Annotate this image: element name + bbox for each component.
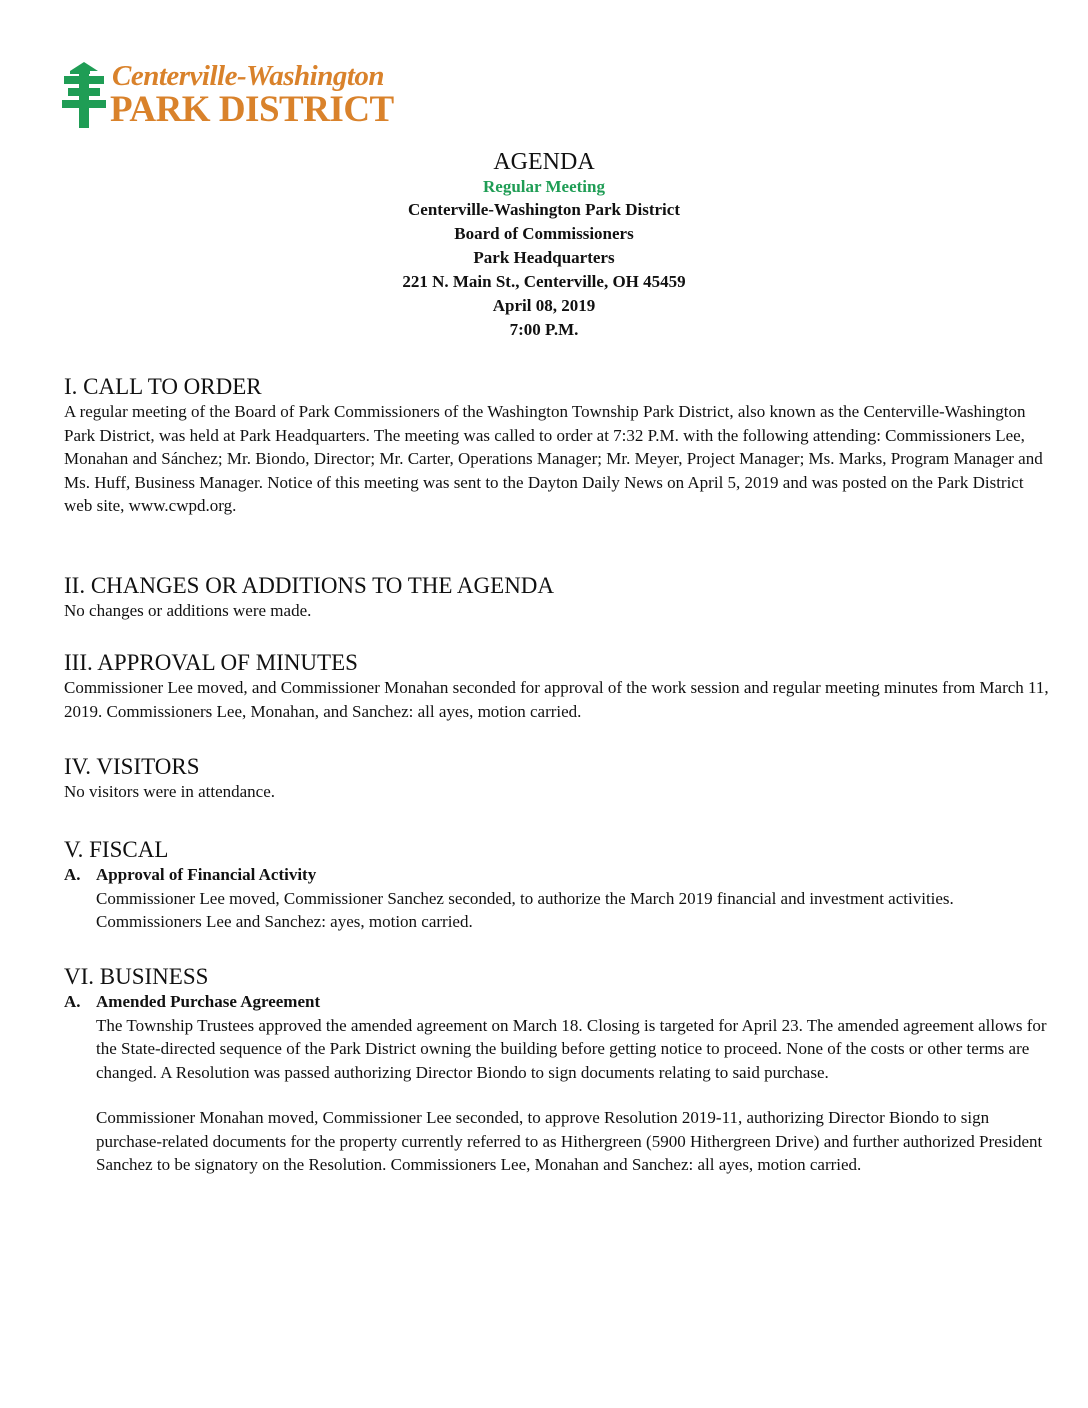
- section-approval-of-minutes: [64, 650, 1049, 723]
- section-heading: II. CHANGES OR ADDITIONS TO THE AGENDA: [64, 573, 555, 598]
- section-fiscal: [64, 837, 1049, 934]
- section-changes: [64, 573, 1049, 623]
- header-line: April 08, 2019: [492, 296, 596, 315]
- header-line: Park Headquarters: [473, 248, 615, 267]
- logo-line1: Centerville-Washington: [112, 60, 385, 92]
- section-call-to-order: [64, 374, 1049, 518]
- item-letter: A.: [64, 992, 81, 1011]
- item-text: Commissioner Lee moved, Commissioner Sanchez seconded, to authorize the March 2019 financial and investment activities. Commissioners Lee and Sanchez: ayes, motion carried.: [96, 888, 954, 931]
- section-heading: III. APPROVAL OF MINUTES: [64, 650, 358, 675]
- tree-icon: [62, 62, 106, 128]
- section-heading: VI. BUSINESS: [64, 964, 209, 989]
- section-heading: IV. VISITORS: [64, 754, 200, 779]
- item-text: The Township Trustees approved the amended agreement on March 18. Closing is targeted for April 23. The amended agreement allows for the State-directed sequence of the Park District owning the building before getting notice to proceed. None of the costs or other terms are changed. A Resolution was passed authorizing Director Biondo to sign documents relating to said purchase.: [96, 1015, 1047, 1082]
- item-heading: [64, 990, 1049, 1014]
- section-text: No visitors were in attendance.: [64, 782, 276, 801]
- header-line: 7:00 P.M.: [509, 320, 579, 339]
- item-title: Approval of Financial Activity: [96, 865, 317, 884]
- item-heading: [64, 863, 1049, 887]
- section-heading: I. CALL TO ORDER: [64, 374, 262, 399]
- business-item-a: [64, 990, 1049, 1177]
- fiscal-item-a: [64, 863, 1049, 934]
- header-line: Centerville-Washington Park District: [408, 200, 680, 219]
- meeting-type: Regular Meeting: [483, 177, 605, 196]
- agenda-header: [0, 148, 1088, 342]
- section-visitors: [64, 754, 1049, 804]
- park-district-logo: [62, 62, 422, 132]
- header-line: 221 N. Main St., Centerville, OH 45459: [402, 272, 686, 291]
- section-text: No changes or additions were made.: [64, 601, 312, 620]
- section-text: A regular meeting of the Board of Park Commissioners of the Washington Township Park District, also known as the Centerville-Washington Park District, was held at Park Headquarters. The meeting was called to order at 7:32 P.M. with the following attending: Commissioners Lee, Monahan and Sánchez; Mr. Biondo, Director; Mr. Carter, Operations Manager; Mr. Meyer, Project Manager; Ms. Marks, Program Manager and Ms. Huff, Business Manager. Notice of this meeting was sent to the Dayton Daily News on April 5, 2019 and was posted on the Park District web site, www.cwpd.org.: [64, 402, 1043, 515]
- section-heading: V. FISCAL: [64, 837, 169, 862]
- section-text: Commissioner Lee moved, and Commissioner Monahan seconded for approval of the work session and regular meeting minutes from March 11, 2019. Commissioners Lee, Monahan, and Sanchez: all ayes, motion carried.: [64, 678, 1049, 721]
- section-business: [64, 964, 1049, 1177]
- item-title: Amended Purchase Agreement: [96, 992, 321, 1011]
- logo-line2: PARK DISTRICT: [110, 89, 394, 130]
- agenda-title: AGENDA: [493, 149, 595, 175]
- item-letter: A.: [64, 865, 81, 884]
- header-line: Board of Commissioners: [454, 224, 634, 243]
- item-text: Commissioner Monahan moved, Commissioner Lee seconded, to approve Resolution 2019-11, authorizing Director Biondo to sign purchase-related documents for the property currently referred to as Hithergreen (5900 Hithergreen Drive) and further authorized President Sanchez to be signatory on the Resolution. Commissioners Lee, Monahan and Sanchez: all ayes, motion carried.: [96, 1108, 1043, 1174]
